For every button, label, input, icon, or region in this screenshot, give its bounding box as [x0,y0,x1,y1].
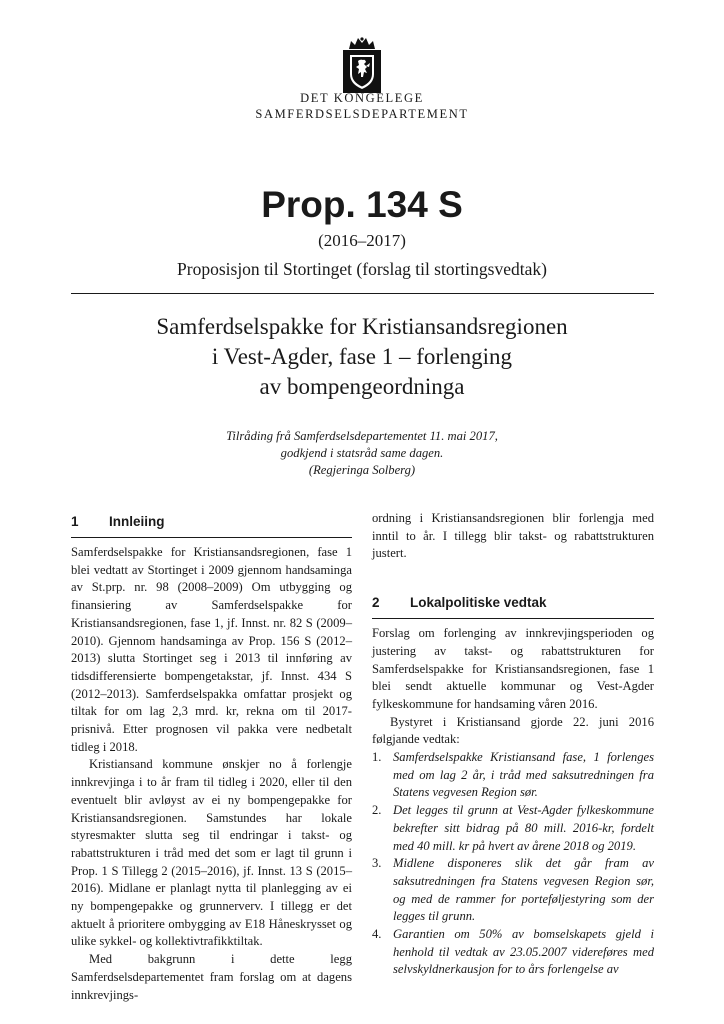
decision-item: 2. Det legges til grunn at Vest-Agder fylkeskommune bekrefter sitt bidrag på 80 mill. 2016-kr, fordelt med 40 mill. kr på hvert av årene 2018 og 2019. [372,803,654,853]
royal-coat-of-arms-icon [339,36,385,94]
right-column [372,510,654,979]
recommendation-line: Tilråding frå Samferdselsdepartementet 11. mai 2017, [226,429,498,443]
section-number: 1 [71,514,79,529]
section-heading-lokalpolitiske-vedtak [372,593,654,619]
ministry-name-line1: DET KONGELEGE [300,91,424,105]
paragraph-continued: Med bakgrunn i dette legg Samferdselsdepartementet fram forslag om at dagens innkrevjings- [71,952,352,1002]
proposition-title: Prop. 134 S [261,184,463,225]
title-divider [71,293,654,294]
paragraph: Forslag om forlenging av innkrevjingsperioden og justering av takst- og rabattstrukturen for Samferdselspakke for Kristiansandsregionen, fase 1 blei sendt aktuelle kommunar og Vest-Agder fylkeskommune for handsaming våren 2016. [372,626,654,711]
section-title: Lokalpolitiske vedtak [410,595,547,611]
document-title-line: av bompengeordninga [259,374,465,399]
proposition-session: (2016–2017) [318,231,406,250]
section-number: 2 [372,595,380,611]
section-heading-innleiing [71,512,352,538]
paragraph: Kristiansand kommune ønskjer no å forlengje innkrevjinga i to år fram til tidleg i 2020, eller til den eventuelt blir avløyst av ei ny bompengepakke for Kristiansandsregionen. Samstundes har lokale styresmakter slutta seg til endringar i takst- og rabattstrukturen i tråd med det som er lagt til grunn i Prop. 1 S Tillegg 2 (2015–2016), jf. Innst. 13 S (2015–2016). Midlane er planlagt nytta til planlegging av ei ny bompengepakke og grunnerverv. I tillegg er det aktuelt å prioritere ombygging av E18 Håneskrysset og ulike sykkel- og kollektivtrafikktiltak. [71,757,352,949]
decision-item: 3. Midlene disponeres slik det går fram av saksutredningen fra Statens vegvesen Region sør, og med de rammer for porteføljestyring som der legges til grunn. [372,856,654,924]
document-title-line: Samferdselspakke for Kristiansandsregionen [156,314,568,339]
section-title: Innleiing [109,514,165,529]
decision-list [372,749,654,979]
proposition-subtitle: Proposisjon til Stortinget (forslag til stortingsvedtak) [177,259,547,279]
paragraph: Samferdselspakke for Kristiansandsregionen, fase 1 blei vedtatt av Stortinget i 2009 gjennom handsaminga av St.prp. nr. 98 (2008–2009) Om utbygging og finansiering av Samferdselspakke for Kristiansandsregionen, fase 1, jf. Innst. nr. 82 S (2009–2010). Gjennom handsaminga av Prop. 156 S (2012–2013) slutta Stortinget seg i 2013 til innføring av tidsdifferensierte bompengetakstar, jf. Innst. 434 S (2012–2013). Samferdselspakka omfattar prosjekt og tiltak for om lag 2,3 mrd. kr, rekna om til 2017-prisnivå. Etter prognosen vil pakka vere nedbetalt tidleg i 2018. [71,545,352,754]
decision-item: 1. Samferdselspakke Kristiansand fase, 1 forlenges med om lag 2 år, i tråd med saksutredningen fra Statens vegvesen Region sør. [372,750,654,800]
recommendation-line: (Regjeringa Solberg) [308,463,416,477]
document-title-line: i Vest-Agder, fase 1 – forlenging [211,344,513,369]
recommendation-line: godkjend i statsråd same dagen. [280,446,444,460]
left-column [71,510,352,1004]
paragraph-continuation: ordning i Kristiansandsregionen blir forlengja med inntil to år. I tillegg blir takst- og rabattstrukturen justert. [372,511,654,561]
paragraph: Bystyret i Kristiansand gjorde 22. juni 2016 følgjande vedtak: [372,714,654,747]
ministry-name-line2: SAMFERDSELSDEPARTEMENT [255,107,469,121]
recommendation-note [0,428,724,479]
document-title [0,312,724,402]
decision-item: 4. Garantien om 50% av bomselskapets gjeld i henhold til vedtak av 23.05.2007 videreføres med selvskyldnerkausjon for to års forlengelse av [372,927,654,977]
